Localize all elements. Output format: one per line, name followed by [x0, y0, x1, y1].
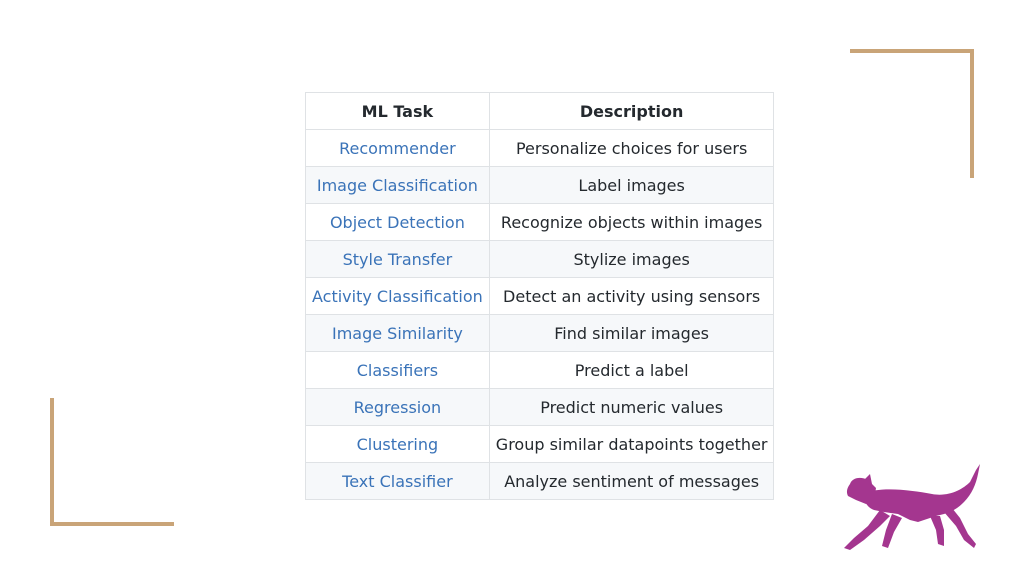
- corner-bracket-top-right: [850, 49, 974, 178]
- task-description: Detect an activity using sensors: [489, 278, 774, 315]
- task-link[interactable]: Object Detection: [306, 204, 490, 241]
- table-row: [306, 463, 774, 500]
- task-description: Predict a label: [489, 352, 774, 389]
- header-ml-task: ML Task: [306, 93, 490, 130]
- task-description: Personalize choices for users: [489, 130, 774, 167]
- task-description: Stylize images: [489, 241, 774, 278]
- task-link[interactable]: Text Classifier: [306, 463, 490, 500]
- task-description: Predict numeric values: [489, 389, 774, 426]
- table-row: [306, 352, 774, 389]
- task-description: Find similar images: [489, 315, 774, 352]
- table-row: [306, 130, 774, 167]
- task-description: Group similar datapoints together: [489, 426, 774, 463]
- table-row: [306, 315, 774, 352]
- table-row: [306, 426, 774, 463]
- task-link[interactable]: Recommender: [306, 130, 490, 167]
- task-link[interactable]: Activity Classification: [306, 278, 490, 315]
- task-link[interactable]: Style Transfer: [306, 241, 490, 278]
- dog-logo-icon: [840, 460, 985, 555]
- task-link[interactable]: Regression: [306, 389, 490, 426]
- table-row: [306, 204, 774, 241]
- task-link[interactable]: Classifiers: [306, 352, 490, 389]
- corner-bracket-bottom-left: [50, 398, 174, 526]
- task-link[interactable]: Image Classification: [306, 167, 490, 204]
- table-row: [306, 278, 774, 315]
- ml-task-table: [305, 92, 774, 500]
- task-description: Recognize objects within images: [489, 204, 774, 241]
- header-description: Description: [489, 93, 774, 130]
- task-link[interactable]: Clustering: [306, 426, 490, 463]
- task-link[interactable]: Image Similarity: [306, 315, 490, 352]
- table-row: [306, 167, 774, 204]
- table-header-row: [306, 93, 774, 130]
- task-description: Label images: [489, 167, 774, 204]
- task-description: Analyze sentiment of messages: [489, 463, 774, 500]
- table-row: [306, 241, 774, 278]
- table-row: [306, 389, 774, 426]
